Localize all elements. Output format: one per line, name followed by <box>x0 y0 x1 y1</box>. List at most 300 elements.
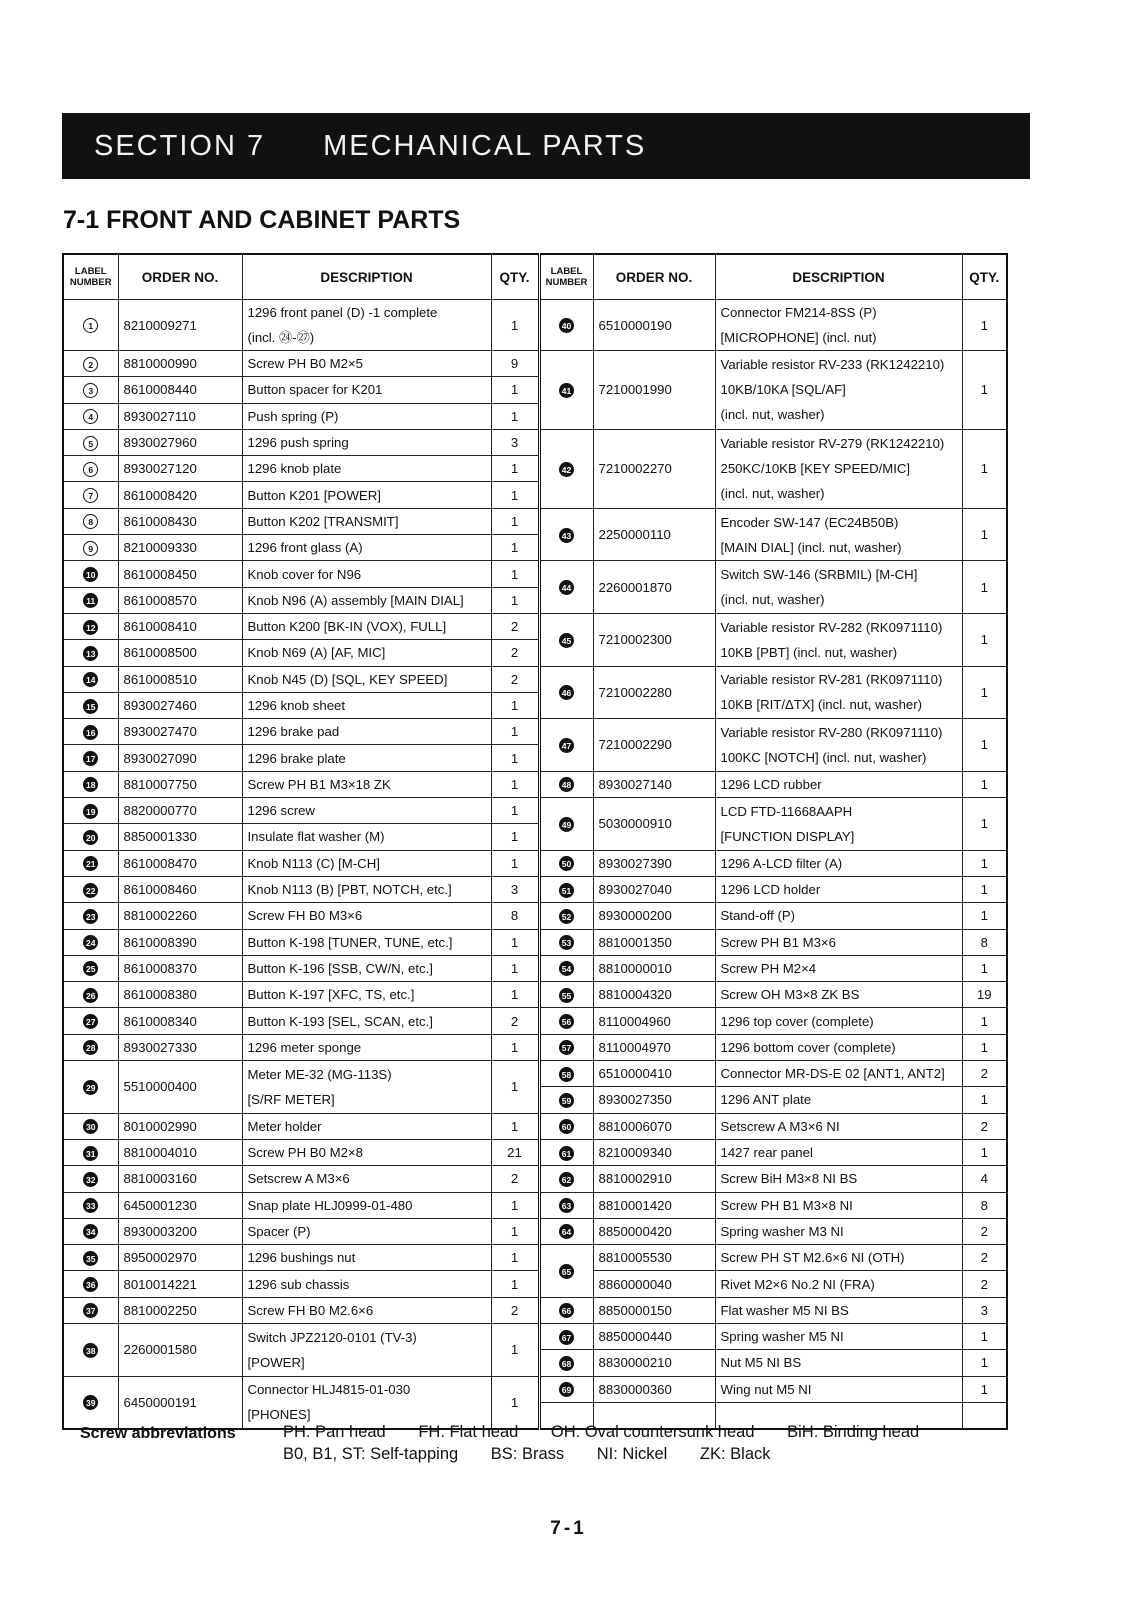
quantity: 1 <box>980 908 988 924</box>
label-number-cell <box>63 955 118 981</box>
label-number-badge: 42 <box>559 462 574 477</box>
quantity-cell <box>491 850 539 876</box>
description: Rivet M2×6 No.2 NI (FRA) <box>720 1276 875 1292</box>
quantity-cell <box>491 982 539 1008</box>
abbrev: PH: Pan head <box>283 1423 386 1441</box>
table-row <box>63 1166 1007 1192</box>
label-number-badge: 25 <box>83 961 98 976</box>
description: Knob N113 (B) [PBT, NOTCH, etc.] <box>247 882 452 898</box>
description-cell <box>242 1166 491 1192</box>
quantity-cell <box>491 403 539 429</box>
label-number-badge: 32 <box>83 1172 98 1187</box>
label-number-badge: 3 <box>83 383 98 398</box>
description: 1296 knob plate <box>247 461 342 477</box>
order-number: 8850001330 <box>123 829 197 845</box>
order-number: 8810005530 <box>598 1250 672 1266</box>
col-qty: QTY. <box>491 254 539 300</box>
label-number-cell <box>63 535 118 561</box>
quantity: 1 <box>980 632 988 648</box>
order-number-cell <box>118 1218 242 1244</box>
section-number: SECTION 7 <box>94 129 266 162</box>
label-number-badge: 58 <box>559 1067 574 1082</box>
quantity: 2 <box>980 1250 988 1266</box>
description: Setscrew A M3×6 <box>247 1171 350 1187</box>
label-number-cell <box>63 456 118 482</box>
order-number: 8930027470 <box>123 724 197 740</box>
description-cell <box>715 1008 962 1034</box>
label-number-cell <box>539 1245 593 1298</box>
quantity: 1 <box>980 1145 988 1161</box>
label-number-badge: 29 <box>83 1080 98 1095</box>
label-number-cell <box>63 508 118 534</box>
order-number-cell <box>118 403 242 429</box>
table-row <box>63 1376 1007 1402</box>
description-line: Switch JPZ2120-0101 (TV-3) <box>247 1329 417 1345</box>
order-number: 8610008420 <box>123 487 197 503</box>
label-number-badge: 20 <box>83 830 98 845</box>
label-number-badge: 67 <box>559 1330 574 1345</box>
description: 1296 push spring <box>247 435 349 451</box>
quantity: 1 <box>980 579 988 595</box>
label-number-badge: 49 <box>559 817 574 832</box>
label-number-cell <box>63 771 118 797</box>
label-number-badge: 21 <box>83 856 98 871</box>
table-row <box>63 719 1007 745</box>
label-number-badge: 38 <box>83 1343 98 1358</box>
label-number-cell <box>539 876 593 902</box>
quantity-cell <box>491 508 539 534</box>
col-description: DESCRIPTION <box>715 254 962 300</box>
order-number: 8930003200 <box>123 1223 197 1239</box>
description: 1296 A-LCD filter (A) <box>720 855 843 871</box>
description-line: Variable resistor RV-281 (RK0971110) <box>720 672 943 688</box>
quantity: 8 <box>980 1197 988 1213</box>
description-line: 10KB [PBT] (incl. nut, washer) <box>720 644 898 660</box>
label-number-badge: 64 <box>559 1224 574 1239</box>
order-number-cell <box>118 1139 242 1165</box>
order-number: 8930027460 <box>123 698 197 713</box>
label-number-badge: 10 <box>83 567 98 582</box>
label-number-cell <box>63 1192 118 1218</box>
description-cell <box>242 1376 491 1429</box>
label-number-badge: 28 <box>83 1040 98 1055</box>
quantity: 1 <box>510 776 519 792</box>
label-number-badge: 2 <box>83 357 98 372</box>
abbrev: NI: Nickel <box>596 1445 668 1463</box>
quantity-cell <box>491 456 539 482</box>
quantity-cell <box>491 1139 539 1165</box>
order-number-cell <box>118 876 242 902</box>
description-cell <box>242 1008 491 1034</box>
label-number-badge: 6 <box>83 462 98 477</box>
abbrev: OH: Oval countersunk head <box>550 1423 755 1441</box>
label-number-badge: 1 <box>83 318 98 333</box>
description: Screw PH M2×4 <box>720 960 817 976</box>
order-number-cell <box>118 955 242 981</box>
description-cell <box>242 666 491 692</box>
label-number-badge: 13 <box>83 646 98 661</box>
quantity: 1 <box>510 566 519 582</box>
quantity: 1 <box>510 487 519 503</box>
description: Connector MR-DS-E 02 [ANT1, ANT2] <box>720 1066 945 1082</box>
quantity-cell <box>962 1061 1007 1087</box>
description-line: 250KC/10KB [KEY SPEED/MIC] <box>720 461 911 477</box>
quantity: 2 <box>980 1066 988 1082</box>
table-row <box>63 508 1007 534</box>
label-number-cell <box>63 377 118 403</box>
description: Screw OH M3×8 ZK BS <box>720 987 860 1003</box>
table-row <box>63 929 1007 955</box>
quantity-cell <box>962 561 1007 614</box>
label-number-badge: 9 <box>83 541 98 556</box>
description: Screw BiH M3×8 NI BS <box>720 1171 858 1187</box>
quantity-cell <box>962 429 1007 508</box>
description: 1296 bottom cover (complete) <box>720 1039 896 1055</box>
description: Insulate flat washer (M) <box>247 829 385 845</box>
description: Button K-196 [SSB, CW/N, etc.] <box>247 960 433 976</box>
label-number-badge: 51 <box>559 883 574 898</box>
quantity-cell <box>962 903 1007 929</box>
label-number-badge: 14 <box>83 672 98 687</box>
description: Knob N69 (A) [AF, MIC] <box>247 645 386 661</box>
order-number: 6510000190 <box>598 317 672 333</box>
description-cell <box>715 1034 962 1060</box>
order-number: 8610008430 <box>123 513 197 529</box>
order-number: 8610008500 <box>123 645 197 661</box>
quantity: 1 <box>510 855 519 871</box>
label-number-badge: 26 <box>83 988 98 1003</box>
order-number-cell <box>118 1192 242 1218</box>
description-cell <box>242 1061 491 1114</box>
label-number-cell <box>63 300 118 351</box>
quantity-cell <box>491 377 539 403</box>
description: 1296 brake plate <box>247 750 346 766</box>
description-cell <box>242 876 491 902</box>
quantity-cell <box>962 1323 1007 1349</box>
description-cell <box>715 1139 962 1165</box>
label-number-badge: 65 <box>559 1264 574 1279</box>
quantity-cell <box>962 850 1007 876</box>
order-number-cell <box>593 1218 715 1244</box>
description: 1296 bushings nut <box>247 1250 356 1266</box>
order-number-cell <box>118 1008 242 1034</box>
label-number-badge: 11 <box>83 593 98 608</box>
quantity-cell <box>962 300 1007 351</box>
quantity: 1 <box>510 1394 519 1410</box>
order-number-cell <box>118 850 242 876</box>
quantity: 1 <box>510 829 519 845</box>
table-row <box>63 1139 1007 1165</box>
description-line: 100KC [NOTCH] (incl. nut, washer) <box>720 749 927 765</box>
order-number: 8610008440 <box>123 382 197 398</box>
label-number-cell <box>539 1350 593 1376</box>
quantity: 1 <box>510 513 519 529</box>
quantity: 1 <box>980 317 988 333</box>
order-number-cell <box>118 429 242 455</box>
table-row <box>63 429 1007 455</box>
description-cell <box>242 351 491 377</box>
label-number-badge: 59 <box>559 1093 574 1108</box>
description-line: LCD FTD-11668AAPH <box>720 803 853 819</box>
order-number: 8610008450 <box>123 566 197 582</box>
quantity: 1 <box>510 1039 519 1055</box>
order-number-cell <box>118 1034 242 1060</box>
quantity-cell <box>491 351 539 377</box>
description-cell <box>715 613 962 666</box>
abbrev: B0, B1, ST: Self-tapping <box>283 1445 459 1463</box>
description: Spring washer M5 NI <box>720 1329 844 1345</box>
description-cell <box>715 351 962 430</box>
description-cell <box>715 1218 962 1244</box>
label-number-cell <box>63 745 118 771</box>
description-cell <box>242 1139 491 1165</box>
description-cell <box>242 429 491 455</box>
order-number: 6450001230 <box>123 1197 197 1213</box>
description: Meter holder <box>247 1118 322 1134</box>
col-description: DESCRIPTION <box>242 254 491 300</box>
label-number-cell <box>539 1376 593 1402</box>
label-number-badge: 34 <box>83 1224 98 1239</box>
order-number: 8110004970 <box>598 1039 671 1055</box>
quantity-cell <box>491 1034 539 1060</box>
description: Screw PH B1 M3×6 <box>720 934 836 950</box>
description-cell <box>715 876 962 902</box>
quantity: 1 <box>980 1329 988 1345</box>
label-number-badge: 63 <box>559 1198 574 1213</box>
quantity-cell <box>962 1192 1007 1218</box>
label-number-badge: 60 <box>559 1119 574 1134</box>
quantity: 2 <box>510 671 519 687</box>
label-number-badge: 69 <box>559 1382 574 1397</box>
quantity: 1 <box>510 592 519 608</box>
table-row <box>63 955 1007 981</box>
order-number: 8930027120 <box>123 461 197 477</box>
order-number: 8810006070 <box>598 1118 672 1134</box>
order-number-cell <box>118 1376 242 1429</box>
description-cell <box>242 640 491 666</box>
description-cell <box>715 982 962 1008</box>
description-cell <box>715 1166 962 1192</box>
abbrev: BS: Brass <box>490 1445 565 1463</box>
quantity-cell <box>491 587 539 613</box>
order-number: 8930000200 <box>598 908 672 924</box>
order-number-cell <box>593 876 715 902</box>
label-number-cell <box>539 1297 593 1323</box>
description-cell <box>715 1061 962 1087</box>
label-number-badge: 62 <box>559 1172 574 1187</box>
abbrev: BiH: Binding head <box>787 1423 920 1441</box>
quantity-cell <box>962 508 1007 561</box>
description: Screw PH B0 M2×5 <box>247 356 363 372</box>
label-number-badge: 55 <box>559 988 574 1003</box>
order-number-cell <box>593 613 715 666</box>
description-cell <box>715 1245 962 1271</box>
label-number-cell <box>63 1245 118 1271</box>
description: 1296 ANT plate <box>720 1092 812 1108</box>
label-number-cell <box>63 587 118 613</box>
abbreviations-key: Screw abbreviations <box>80 1425 236 1442</box>
order-number: 8930027960 <box>123 435 197 451</box>
label-number-cell <box>539 561 593 614</box>
description-cell <box>242 1245 491 1271</box>
description-line: (incl. nut, washer) <box>720 592 825 608</box>
col-label-number: LABEL NUMBER <box>63 254 118 300</box>
quantity: 1 <box>510 1342 519 1358</box>
description: Button K200 [BK-IN (VOX), FULL] <box>247 619 447 635</box>
abbreviations-line-1 <box>283 1423 947 1442</box>
description-line: Variable resistor RV-233 (RK1242210) <box>720 357 945 373</box>
quantity: 1 <box>980 1355 988 1371</box>
order-number-cell <box>593 1245 715 1271</box>
quantity-cell <box>491 1166 539 1192</box>
description: Knob N113 (C) [M-CH] <box>247 855 380 871</box>
order-number-cell <box>118 300 242 351</box>
quantity-cell <box>491 824 539 850</box>
quantity-cell <box>491 745 539 771</box>
order-number: 8810007750 <box>123 776 197 792</box>
description: Nut M5 NI BS <box>720 1355 802 1371</box>
quantity-cell <box>491 719 539 745</box>
label-number-badge: 27 <box>83 1014 98 1029</box>
quantity-cell <box>962 955 1007 981</box>
quantity: 2 <box>980 1118 988 1134</box>
order-number: 5030000910 <box>598 816 672 832</box>
description: Stand-off (P) <box>720 908 796 924</box>
quantity: 1 <box>510 698 519 713</box>
order-number-cell <box>118 719 242 745</box>
description-line: (incl. nut, washer) <box>720 407 825 423</box>
quantity: 1 <box>510 317 519 333</box>
description-cell <box>715 1323 962 1349</box>
col-order-no: ORDER NO. <box>118 254 242 300</box>
quantity-cell <box>491 613 539 639</box>
order-number-cell <box>118 1245 242 1271</box>
quantity-cell <box>962 1245 1007 1271</box>
quantity: 1 <box>980 960 988 976</box>
quantity: 1 <box>980 1381 988 1397</box>
description-cell <box>242 1271 491 1297</box>
table-row <box>63 351 1007 377</box>
quantity: 1 <box>980 882 988 898</box>
description: 1296 sub chassis <box>247 1276 350 1292</box>
quantity-cell <box>491 1192 539 1218</box>
description-line: (incl. ㉔-㉗) <box>247 330 315 345</box>
description-cell <box>242 587 491 613</box>
label-number-badge: 44 <box>559 580 574 595</box>
quantity-cell <box>491 798 539 824</box>
quantity: 9 <box>510 356 519 372</box>
label-number-cell <box>63 824 118 850</box>
quantity: 1 <box>980 1092 988 1108</box>
table-row <box>63 1192 1007 1218</box>
label-number-cell <box>63 903 118 929</box>
table-row <box>63 666 1007 692</box>
quantity: 1 <box>510 1079 519 1095</box>
label-number-badge: 31 <box>83 1146 98 1161</box>
label-number-cell <box>63 1166 118 1192</box>
table-row <box>63 613 1007 639</box>
description-cell <box>242 1192 491 1218</box>
table-row <box>63 1297 1007 1323</box>
order-number-cell <box>118 587 242 613</box>
order-number-cell <box>593 351 715 430</box>
description-line: Connector HLJ4815-01-030 <box>247 1382 411 1398</box>
label-number-cell <box>539 1218 593 1244</box>
label-number-cell <box>63 1061 118 1114</box>
description-cell <box>242 982 491 1008</box>
quantity-cell <box>962 1350 1007 1376</box>
quantity: 1 <box>980 816 988 832</box>
order-number: 8850000440 <box>598 1329 672 1345</box>
label-number-badge: 43 <box>559 528 574 543</box>
description: 1296 LCD rubber <box>720 776 822 792</box>
quantity: 2 <box>980 1223 988 1239</box>
label-number-cell <box>539 1087 593 1113</box>
quantity: 1 <box>510 960 519 976</box>
order-number: 8810000990 <box>123 356 197 372</box>
label-number-cell <box>63 640 118 666</box>
order-number: 8810004010 <box>123 1145 197 1161</box>
order-number: 8930027350 <box>598 1092 672 1108</box>
quantity: 2 <box>510 1171 519 1187</box>
parts-table <box>62 253 1008 1430</box>
description-cell <box>242 692 491 718</box>
description-cell <box>242 1218 491 1244</box>
description-line: Variable resistor RV-282 (RK0971110) <box>720 619 943 635</box>
description-cell <box>715 666 962 719</box>
subsection-title: 7-1 FRONT AND CABINET PARTS <box>63 206 461 234</box>
label-number-cell <box>63 429 118 455</box>
description: Wing nut M5 NI <box>720 1381 812 1397</box>
label-number-badge: 19 <box>83 804 98 819</box>
label-number-badge: 5 <box>83 436 98 451</box>
order-number: 8010014221 <box>123 1276 197 1292</box>
order-number: 8210009340 <box>598 1145 672 1161</box>
table-row <box>63 1113 1007 1139</box>
description: 1296 LCD holder <box>720 882 821 898</box>
quantity: 1 <box>510 803 519 819</box>
label-number-cell <box>63 1271 118 1297</box>
table-row <box>63 1034 1007 1060</box>
quantity: 1 <box>510 1250 519 1266</box>
quantity-cell <box>491 1061 539 1114</box>
label-number-badge: 46 <box>559 685 574 700</box>
quantity-cell <box>491 1245 539 1271</box>
order-number: 8810002260 <box>123 908 197 924</box>
table-row <box>63 982 1007 1008</box>
label-number-badge: 47 <box>559 738 574 753</box>
order-number-cell <box>593 798 715 851</box>
order-number-cell <box>118 1061 242 1114</box>
label-number-badge: 24 <box>83 935 98 950</box>
table-row <box>63 798 1007 824</box>
quantity: 1 <box>510 540 519 556</box>
quantity: 1 <box>980 776 988 792</box>
quantity-cell <box>491 1113 539 1139</box>
quantity: 1 <box>980 382 988 398</box>
description-cell <box>242 508 491 534</box>
order-number: 8930027140 <box>598 776 672 792</box>
order-number: 8610008390 <box>123 934 197 950</box>
label-number-cell <box>539 666 593 719</box>
order-number: 8810003160 <box>123 1171 197 1187</box>
quantity-cell <box>962 1402 1007 1429</box>
description-cell <box>242 300 491 351</box>
quantity: 2 <box>510 619 519 635</box>
abbrev: FH: Flat head <box>418 1423 519 1441</box>
label-number-cell <box>539 1166 593 1192</box>
quantity: 3 <box>510 882 519 898</box>
